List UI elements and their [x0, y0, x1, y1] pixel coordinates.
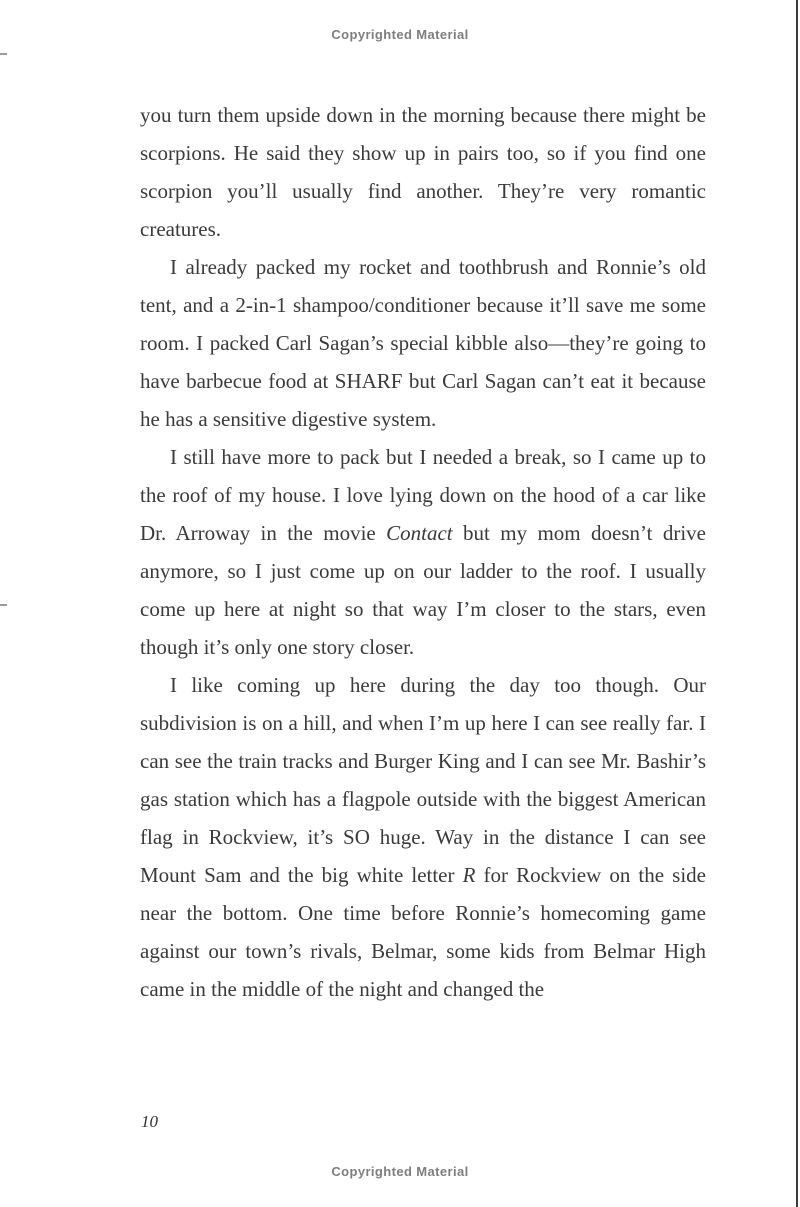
- copyright-notice-top: Copyrighted Material: [331, 27, 469, 42]
- paragraph: I still have more to pack but I needed a break, so I came up to the roof of my house. I love lying down on the hood of a car like Dr. Arroway in the movie Contact but my mom doesn’t drive anymore, so I just come up on our ladder to the roof. I usually come up here at night so that way I’m closer to the stars, even though it’s only one story closer.: [140, 445, 706, 659]
- paragraph: I already packed my rocket and toothbrush and Ronnie’s old tent, and a 2-in-1 shampoo/conditioner because it’ll save me some room. I packed Carl Sagan’s special kibble also—they’re going to have barbecue food at SHARF but Carl Sagan can’t eat it because he has a sensitive digestive system.: [140, 255, 706, 431]
- page-edge-mark: [0, 604, 7, 606]
- body-text: [140, 96, 706, 1008]
- page-edge-line: [796, 0, 798, 1207]
- copyright-notice-bottom: Copyrighted Material: [331, 1164, 469, 1179]
- page-edge-mark: [0, 53, 7, 55]
- paragraph: I like coming up here during the day too though. Our subdivision is on a hill, and when I’m up here I can see really far. I can see the train tracks and Burger King and I can see Mr. Bashir’s gas station which has a flagpole outside with the biggest American flag in Rockview, it’s SO huge. Way in the distance I can see Mount Sam and the big white letter R for Rockview on the side near the bottom. One time before Ronnie’s homecoming game against our town’s rivals, Belmar, some kids from Belmar High came in the middle of the night and changed the: [140, 673, 706, 1001]
- paragraph: you turn them upside down in the morning because there might be scorpions. He said they show up in pairs too, so if you find one scorpion you’ll usually find another. They’re very romantic creatures.: [140, 103, 706, 241]
- page-number: 10: [141, 1112, 158, 1131]
